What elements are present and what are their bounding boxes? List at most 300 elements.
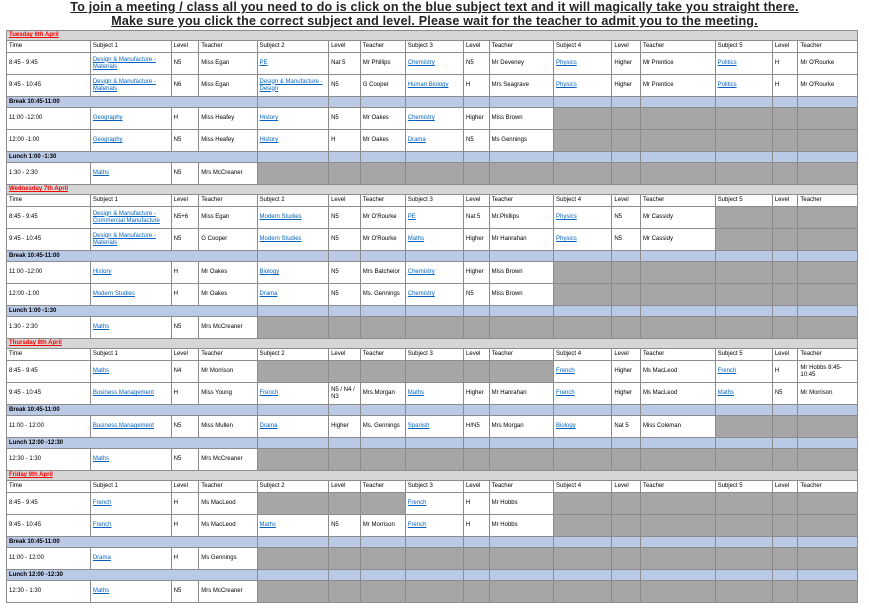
empty-cell [772, 581, 798, 603]
subject-link[interactable]: Business Management [92, 423, 154, 429]
subject-cell [90, 262, 171, 284]
instructions-line-2: Make sure you click the correct subject and level. Please wait for the teacher to admit you to the meeting. [111, 14, 758, 28]
teacher-cell: Mr Oakes [360, 108, 405, 130]
empty-cell [464, 317, 490, 339]
level-cell: N5 [329, 515, 361, 537]
subject-link[interactable]: Drama [259, 423, 278, 429]
break-cell [489, 306, 553, 317]
teacher-cell: Mrs.Morgan [360, 383, 405, 405]
column-header: Teacher [489, 195, 553, 207]
break-cell [772, 438, 798, 449]
subject-cell [257, 108, 329, 130]
subject-link[interactable]: Modern Studies [259, 236, 302, 242]
lesson-row [7, 75, 858, 97]
break-cell [464, 570, 490, 581]
subject-link[interactable]: French [407, 522, 427, 528]
day-title: Thursday 8th April [7, 339, 858, 349]
level-cell: H [171, 548, 199, 570]
column-header: Teacher [199, 41, 257, 53]
empty-cell [798, 262, 858, 284]
teacher-cell: Ms MacLeod [199, 515, 257, 537]
level-cell: H [171, 262, 199, 284]
empty-cell [772, 163, 798, 185]
subject-link[interactable]: Maths [717, 390, 734, 396]
empty-cell [612, 130, 641, 152]
subject-link[interactable]: Geography [92, 137, 123, 143]
break-cell [464, 306, 490, 317]
empty-cell [257, 449, 329, 471]
subject-link[interactable]: Chemistry [407, 291, 435, 297]
break-label: Lunch 1:00 -1:30 [7, 152, 258, 163]
level-cell: N5 [329, 75, 361, 97]
subject-cell [257, 130, 329, 152]
level-cell: N6 [171, 75, 199, 97]
empty-cell [772, 493, 798, 515]
empty-cell [715, 284, 772, 306]
break-cell [772, 97, 798, 108]
subject-link[interactable]: Maths [407, 236, 425, 242]
empty-cell [329, 163, 361, 185]
column-header: Teacher [640, 195, 715, 207]
teacher-cell: Mr Hanrahan [489, 383, 553, 405]
break-row [7, 306, 858, 317]
subject-link[interactable]: PE [259, 60, 268, 66]
subject-link[interactable]: Modern Studies [92, 291, 135, 297]
empty-cell [360, 163, 405, 185]
level-cell: N5 [171, 449, 199, 471]
teacher-cell: Mrs Batchelor [360, 262, 405, 284]
column-header: Level [329, 195, 361, 207]
teacher-cell: Mr Oakes [360, 130, 405, 152]
lesson-row [7, 493, 858, 515]
break-cell [489, 405, 553, 416]
level-cell: N5 [171, 130, 199, 152]
break-cell [329, 306, 361, 317]
subject-link[interactable]: Drama [259, 291, 278, 297]
level-cell: Higher [464, 108, 490, 130]
teacher-cell: Mr Morrison [360, 515, 405, 537]
subject-link[interactable]: Maths [92, 170, 110, 176]
time-cell: 9:45 - 10:45 [7, 229, 91, 251]
break-cell [715, 97, 772, 108]
column-header: Teacher [798, 349, 858, 361]
subject-link[interactable]: Human Biology [407, 82, 449, 88]
instructions-line-1: To join a meeting / class all you need to do is click on the blue subject text and it will magically take you straight there. [70, 0, 799, 14]
subject-link[interactable]: Physics [556, 236, 577, 242]
column-header: Level [329, 41, 361, 53]
time-cell: 9:45 - 10:45 [7, 75, 91, 97]
teacher-cell: Mr Deveney [489, 53, 553, 75]
column-header: Teacher [199, 481, 257, 493]
time-cell: 11:00 -12:00 [7, 262, 91, 284]
empty-cell [798, 449, 858, 471]
subject-cell [90, 515, 171, 537]
day-title-row [7, 31, 858, 41]
subject-link[interactable]: French [407, 500, 427, 506]
break-cell [640, 438, 715, 449]
empty-cell [640, 548, 715, 570]
column-header: Level [612, 349, 641, 361]
break-cell [329, 570, 361, 581]
teacher-cell: Miss Mullen [199, 416, 257, 438]
empty-cell [360, 317, 405, 339]
level-cell: H [464, 493, 490, 515]
subject-link[interactable]: Maths [92, 588, 110, 594]
subject-link[interactable]: French [92, 522, 112, 528]
subject-link[interactable]: Design & Manufacture - Design [259, 78, 323, 92]
teacher-cell: Mr Hanrahan [489, 229, 553, 251]
empty-cell [405, 163, 463, 185]
column-header: Subject 2 [257, 349, 329, 361]
subject-link[interactable]: Design & Manufacture - Materials [92, 232, 156, 246]
column-header: Teacher [360, 481, 405, 493]
empty-cell [715, 262, 772, 284]
teacher-cell: Mr Oakes [199, 262, 257, 284]
empty-cell [715, 317, 772, 339]
column-header: Subject 1 [90, 481, 171, 493]
subject-cell [405, 416, 463, 438]
column-header: Teacher [489, 349, 553, 361]
column-header: Level [464, 481, 490, 493]
break-cell [257, 97, 329, 108]
subject-cell [90, 383, 171, 405]
subject-link[interactable]: Maths [92, 324, 110, 330]
break-cell [489, 251, 553, 262]
subject-link[interactable]: Politics [717, 60, 737, 66]
break-cell [464, 251, 490, 262]
subject-link[interactable]: French [259, 390, 279, 396]
break-cell [489, 152, 553, 163]
empty-cell [715, 493, 772, 515]
empty-cell [798, 416, 858, 438]
break-cell [640, 537, 715, 548]
level-cell: N5 [329, 108, 361, 130]
empty-cell [715, 416, 772, 438]
subject-cell [90, 229, 171, 251]
break-cell [715, 152, 772, 163]
teacher-cell: Mrs Morgan [489, 416, 553, 438]
empty-cell [257, 163, 329, 185]
level-cell: N5 [464, 130, 490, 152]
break-cell [640, 306, 715, 317]
subject-cell [90, 75, 171, 97]
break-cell [329, 152, 361, 163]
empty-cell [554, 284, 612, 306]
subject-cell [554, 75, 612, 97]
subject-link[interactable]: Maths [92, 368, 110, 374]
column-header: Time [7, 41, 91, 53]
empty-cell [489, 581, 553, 603]
column-header: Subject 5 [715, 481, 772, 493]
empty-cell [554, 317, 612, 339]
column-header: Subject 2 [257, 481, 329, 493]
subject-link[interactable]: Maths [259, 522, 276, 528]
teacher-cell: Miss Brown [489, 262, 553, 284]
break-cell [612, 152, 641, 163]
empty-cell [612, 163, 641, 185]
subject-link[interactable]: Biology [556, 423, 576, 429]
subject-link[interactable]: Spanish [407, 423, 430, 429]
break-cell [489, 438, 553, 449]
subject-link[interactable]: Drama [92, 555, 111, 561]
empty-cell [554, 493, 612, 515]
empty-cell [612, 581, 641, 603]
subject-cell [90, 548, 171, 570]
empty-cell [772, 130, 798, 152]
teacher-cell: Miss Egan [199, 75, 257, 97]
subject-link[interactable]: History [259, 137, 279, 143]
teacher-cell: Miss Young [199, 383, 257, 405]
column-header: Subject 3 [405, 195, 463, 207]
break-cell [257, 152, 329, 163]
subject-cell [405, 493, 463, 515]
level-cell: H [171, 108, 199, 130]
subject-cell [257, 207, 329, 229]
level-cell: N5 [612, 229, 641, 251]
break-cell [405, 438, 463, 449]
subject-cell [405, 383, 463, 405]
column-header: Teacher [640, 481, 715, 493]
subject-link[interactable]: Physics [556, 214, 577, 220]
empty-cell [329, 317, 361, 339]
break-cell [464, 537, 490, 548]
column-header: Subject 5 [715, 349, 772, 361]
level-cell: H [772, 75, 798, 97]
subject-link[interactable]: History [259, 115, 279, 121]
teacher-cell: Ms Gennings [489, 130, 553, 152]
subject-link[interactable]: Chemistry [407, 115, 435, 121]
column-header: Level [329, 481, 361, 493]
subject-link[interactable]: History [92, 269, 112, 275]
time-cell: 9:45 - 10:45 [7, 515, 91, 537]
empty-cell [257, 317, 329, 339]
break-label: Lunch 12:00 -12:30 [7, 570, 258, 581]
time-cell: 11:00 - 12:00 [7, 416, 91, 438]
subject-link[interactable]: Politics [717, 82, 737, 88]
empty-cell [640, 108, 715, 130]
break-cell [329, 251, 361, 262]
empty-cell [554, 581, 612, 603]
break-row [7, 97, 858, 108]
subject-link[interactable]: Design & Manufacture - Materials [92, 56, 156, 70]
empty-cell [772, 416, 798, 438]
empty-cell [798, 493, 858, 515]
empty-cell [798, 163, 858, 185]
column-header: Level [171, 349, 199, 361]
teacher-cell: Mrs McCreaner [199, 581, 257, 603]
subject-link[interactable]: Chemistry [407, 269, 435, 275]
level-cell: N5 / N4 / N3 [329, 383, 361, 405]
empty-cell [715, 449, 772, 471]
subject-cell [405, 75, 463, 97]
teacher-cell: G Cooper [199, 229, 257, 251]
break-cell [405, 537, 463, 548]
time-cell: 8:45 - 9:45 [7, 207, 91, 229]
break-row [7, 438, 858, 449]
level-cell: N5 [329, 229, 361, 251]
break-cell [715, 537, 772, 548]
break-cell [612, 438, 641, 449]
teacher-cell: Mr Oakes [199, 284, 257, 306]
break-cell [464, 438, 490, 449]
subject-link[interactable]: Design & Manufacture - Materials [92, 78, 156, 92]
empty-cell [640, 130, 715, 152]
break-label: Break 10:45-11:00 [7, 405, 258, 416]
subject-link[interactable]: French [717, 368, 737, 374]
break-cell [715, 438, 772, 449]
subject-link[interactable]: Chemistry [407, 60, 435, 66]
level-cell: N5 [464, 284, 490, 306]
empty-cell [772, 108, 798, 130]
subject-cell [715, 75, 772, 97]
column-header: Subject 5 [715, 195, 772, 207]
subject-link[interactable]: French [92, 500, 112, 506]
break-cell [640, 251, 715, 262]
column-header: Time [7, 481, 91, 493]
column-header: Teacher [640, 349, 715, 361]
column-header: Subject 4 [554, 349, 612, 361]
empty-cell [798, 317, 858, 339]
column-header: Teacher [360, 349, 405, 361]
column-header: Level [171, 195, 199, 207]
subject-link[interactable]: Geography [92, 115, 123, 121]
break-cell [489, 97, 553, 108]
level-cell: H [772, 53, 798, 75]
break-cell [405, 405, 463, 416]
empty-cell [360, 361, 405, 383]
empty-cell [360, 493, 405, 515]
subject-link[interactable]: French [556, 390, 575, 396]
lesson-row [7, 207, 858, 229]
break-cell [554, 251, 612, 262]
subject-link[interactable]: Physics [556, 60, 577, 66]
column-header: Teacher [640, 41, 715, 53]
empty-cell [360, 581, 405, 603]
break-cell [612, 97, 641, 108]
level-cell: N5 [329, 262, 361, 284]
column-header: Teacher [798, 481, 858, 493]
subject-cell [405, 130, 463, 152]
break-cell [640, 97, 715, 108]
empty-cell [464, 581, 490, 603]
empty-cell [257, 581, 329, 603]
subject-cell [405, 262, 463, 284]
empty-cell [715, 130, 772, 152]
break-cell [464, 97, 490, 108]
break-cell [257, 306, 329, 317]
empty-cell [489, 449, 553, 471]
column-header-row [7, 195, 858, 207]
column-header: Subject 5 [715, 41, 772, 53]
level-cell: Higher [464, 383, 490, 405]
empty-cell [554, 449, 612, 471]
level-cell: N5 [171, 53, 199, 75]
empty-cell [489, 317, 553, 339]
column-header: Subject 1 [90, 349, 171, 361]
column-header: Level [612, 41, 641, 53]
teacher-cell: Miss Brown [489, 284, 553, 306]
break-cell [405, 251, 463, 262]
lesson-row [7, 229, 858, 251]
teacher-cell: Miss Egan [199, 53, 257, 75]
column-header: Level [612, 481, 641, 493]
lesson-row [7, 108, 858, 130]
empty-cell [329, 581, 361, 603]
teacher-cell: Ms MacLeod [199, 493, 257, 515]
empty-cell [640, 163, 715, 185]
level-cell: H [464, 75, 490, 97]
empty-cell [612, 284, 641, 306]
lesson-row [7, 449, 858, 471]
empty-cell [640, 493, 715, 515]
column-header: Teacher [489, 481, 553, 493]
subject-link[interactable]: Design & Manufacture - Commercial Manufacture [92, 210, 160, 224]
level-cell: N5 [171, 581, 199, 603]
break-cell [798, 251, 858, 262]
subject-link[interactable]: PE [407, 214, 416, 220]
break-cell [257, 438, 329, 449]
break-cell [798, 537, 858, 548]
empty-cell [464, 361, 490, 383]
break-cell [798, 405, 858, 416]
subject-link[interactable]: Physics [556, 82, 577, 88]
empty-cell [405, 449, 463, 471]
subject-link[interactable]: Business Management [92, 390, 154, 396]
subject-cell [90, 130, 171, 152]
subject-cell [715, 383, 772, 405]
column-header-row [7, 481, 858, 493]
empty-cell [329, 548, 361, 570]
subject-link[interactable]: Drama [407, 137, 426, 143]
level-cell: Nat 5 [464, 207, 490, 229]
teacher-cell: Ms MacLeod [640, 383, 715, 405]
teacher-cell: Mr.Phillips [489, 207, 553, 229]
break-cell [798, 97, 858, 108]
level-cell: Higher [612, 361, 641, 383]
teacher-cell: Miss Heafey [199, 108, 257, 130]
break-cell [360, 405, 405, 416]
column-header: Level [772, 41, 798, 53]
empty-cell [464, 449, 490, 471]
empty-cell [772, 515, 798, 537]
subject-link[interactable]: Maths [407, 390, 425, 396]
break-cell [405, 97, 463, 108]
column-header: Subject 1 [90, 41, 171, 53]
teacher-cell: Mr O'Rourke [798, 53, 858, 75]
subject-link[interactable]: Biology [259, 269, 280, 275]
time-cell: 9:45 - 10:45 [7, 383, 91, 405]
subject-cell [554, 53, 612, 75]
empty-cell [464, 163, 490, 185]
empty-cell [715, 207, 772, 229]
time-cell: 1:30 - 2:30 [7, 163, 91, 185]
empty-cell [489, 163, 553, 185]
break-label: Break 10:45-11:00 [7, 537, 258, 548]
column-header: Subject 3 [405, 481, 463, 493]
subject-link[interactable]: Maths [92, 456, 110, 462]
empty-cell [715, 163, 772, 185]
day-title: Wednesday 7th April [7, 185, 858, 195]
time-cell: 12:00 -1:00 [7, 284, 91, 306]
subject-cell [405, 53, 463, 75]
level-cell: H [329, 130, 361, 152]
subject-link[interactable]: Modern Studies [259, 214, 302, 220]
level-cell: N5 [612, 207, 641, 229]
column-header: Level [329, 349, 361, 361]
empty-cell [772, 229, 798, 251]
time-cell: 11:00 -12:00 [7, 108, 91, 130]
subject-link[interactable]: French [556, 368, 575, 374]
